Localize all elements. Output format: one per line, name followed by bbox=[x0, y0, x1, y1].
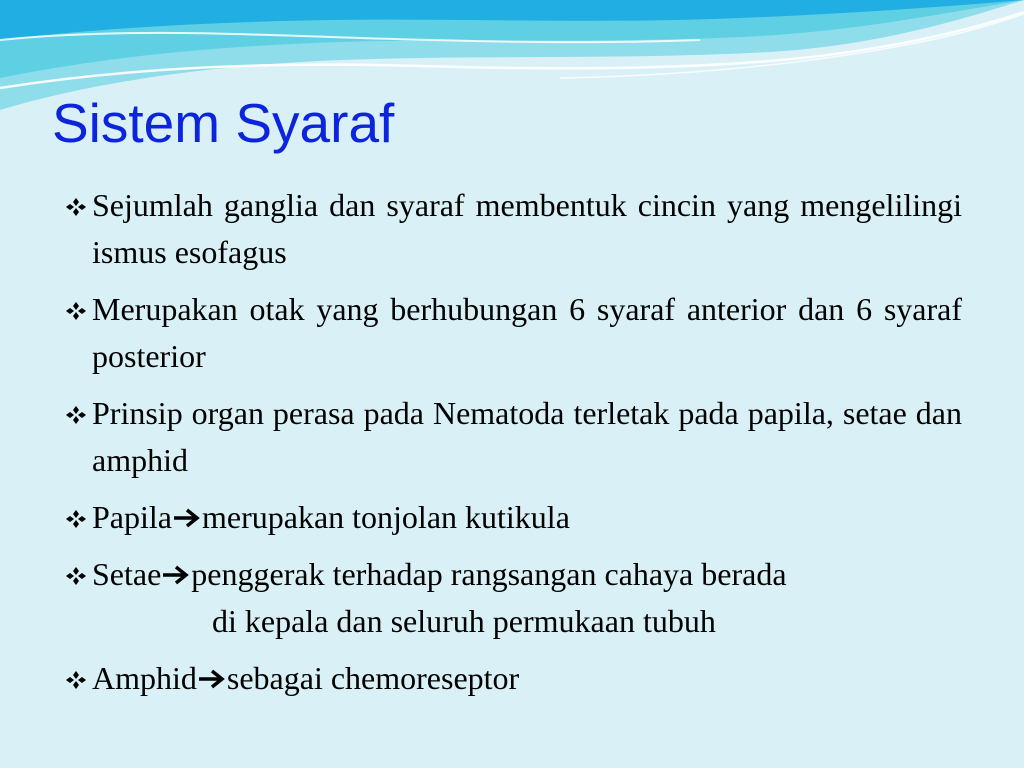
bullet-text-continuation: di kepala dan seluruh permukaan tubuh bbox=[212, 603, 716, 639]
bullet-item bbox=[62, 286, 962, 380]
right-arrow-icon bbox=[197, 668, 227, 690]
diamond-bullet-icon bbox=[62, 301, 89, 321]
bullet-text: merupakan tonjolan kutikula bbox=[201, 499, 570, 535]
right-arrow-icon bbox=[172, 507, 202, 529]
slide-title: Sistem Syaraf bbox=[52, 92, 395, 154]
right-arrow-icon bbox=[161, 564, 191, 586]
diamond-bullet-icon bbox=[62, 197, 89, 217]
bullet-term: Setae bbox=[92, 556, 162, 592]
bullet-term: Papila bbox=[92, 499, 172, 535]
bullet-item bbox=[62, 390, 962, 484]
diamond-bullet-icon bbox=[62, 405, 89, 425]
bullet-item bbox=[62, 655, 962, 702]
bullet-term: Amphid bbox=[92, 660, 197, 696]
bullet-text: sebagai chemoreseptor bbox=[226, 660, 520, 696]
bullet-item bbox=[62, 551, 962, 645]
bullet-text: Sejumlah ganglia dan syaraf membentuk cincin yang mengelilingi ismus esofagus bbox=[92, 187, 962, 270]
bullet-list bbox=[62, 182, 962, 712]
diamond-bullet-icon bbox=[62, 566, 89, 586]
diamond-bullet-icon bbox=[62, 670, 89, 690]
bullet-text: Merupakan otak yang berhubungan 6 syaraf anterior dan 6 syaraf posterior bbox=[92, 291, 962, 374]
bullet-text: Prinsip organ perasa pada Nematoda terletak pada papila, setae dan amphid bbox=[92, 395, 962, 478]
bullet-text: penggerak terhadap rangsangan cahaya berada bbox=[191, 556, 787, 592]
bullet-item bbox=[62, 182, 962, 276]
diamond-bullet-icon bbox=[62, 509, 89, 529]
bullet-item bbox=[62, 494, 962, 541]
